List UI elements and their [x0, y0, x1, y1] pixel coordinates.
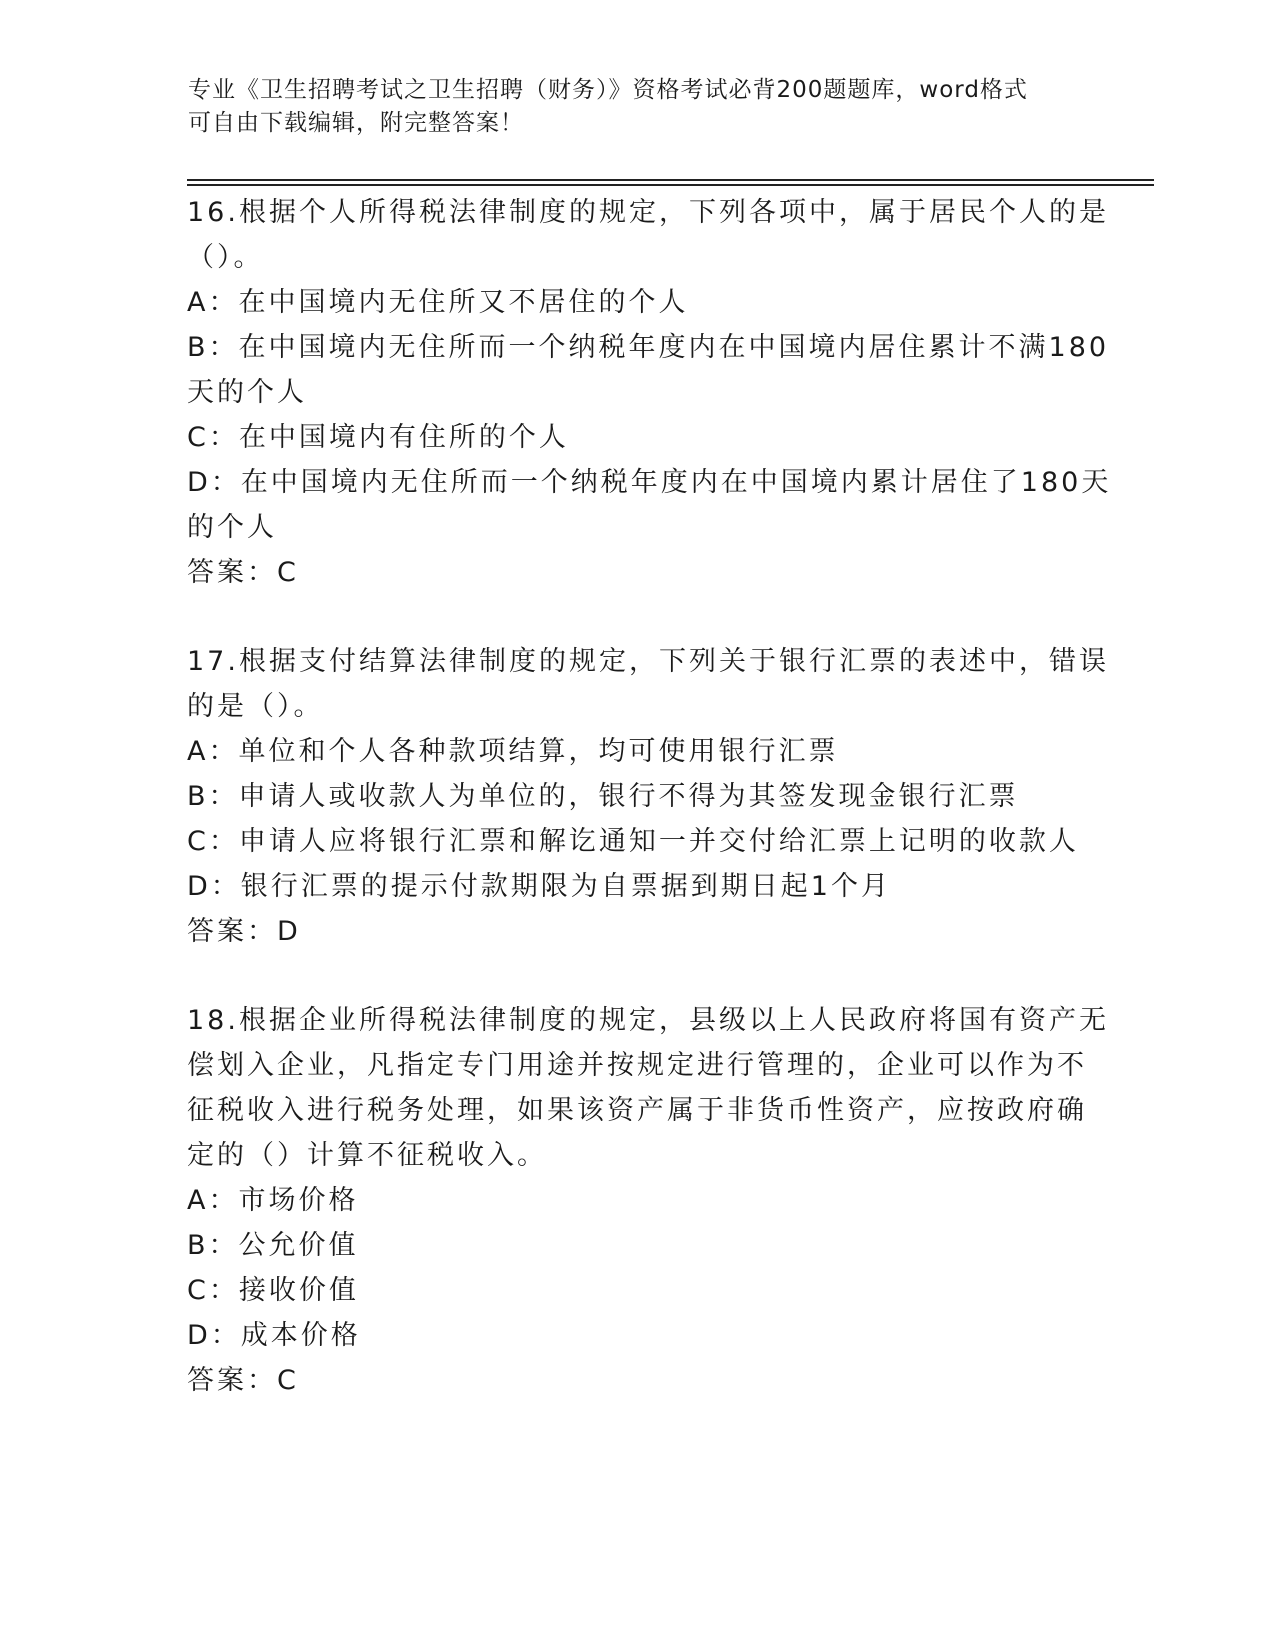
question-stem-line: 18.根据企业所得税法律制度的规定，县级以上人民政府将国有资产无 [187, 1005, 1109, 1036]
header-divider-bottom [187, 184, 1154, 186]
option-a: A：单位和个人各种款项结算，均可使用银行汇票 [187, 736, 839, 767]
question-list [187, 190, 1112, 1403]
question-stem-line: 征税收入进行税务处理，如果该资产属于非货币性资产，应按政府确 [187, 1095, 1087, 1126]
option-b: B：在中国境内无住所而一个纳税年度内在中国境内居住累计不满180 [187, 332, 1110, 363]
question-stem-line: 的是（）。 [187, 691, 324, 722]
header-line: 可自由下载编辑，附完整答案！ [188, 110, 524, 136]
answer-label: 答案：C [187, 1365, 299, 1396]
option-d-continued: 的个人 [187, 512, 277, 543]
question-18 [187, 998, 1109, 1403]
question-16 [187, 190, 1112, 595]
option-d: D：成本价格 [187, 1320, 361, 1351]
option-d: D：银行汇票的提示付款期限为自票据到期日起1个月 [187, 871, 891, 902]
question-spacer [187, 954, 1067, 998]
question-spacer [187, 595, 1067, 639]
option-b: B：申请人或收款人为单位的，银行不得为其签发现金银行汇票 [187, 781, 1019, 812]
option-c: C：接收价值 [187, 1275, 359, 1306]
answer-label: 答案：D [187, 916, 301, 947]
question-stem-line: 16.根据个人所得税法律制度的规定，下列各项中，属于居民个人的是 [187, 197, 1109, 228]
question-stem-line: 偿划入企业，凡指定专门用途并按规定进行管理的，企业可以作为不 [187, 1050, 1087, 1081]
answer-label: 答案：C [187, 557, 299, 588]
header-line: 专业《卫生招聘考试之卫生招聘（财务）》资格考试必背200题题库，word格式 [188, 77, 1028, 103]
option-d: D：在中国境内无住所而一个纳税年度内在中国境内累计居住了180天 [187, 467, 1112, 498]
option-c: C：申请人应将银行汇票和解讫通知一并交付给汇票上记明的收款人 [187, 826, 1079, 857]
option-b: B：公允价值 [187, 1230, 359, 1261]
header-divider-top [187, 179, 1154, 181]
option-a: A：在中国境内无住所又不居住的个人 [187, 287, 689, 318]
question-stem-line: （）。 [187, 242, 264, 273]
document-header [188, 74, 1068, 140]
question-17 [187, 639, 1109, 954]
question-stem-line: 17.根据支付结算法律制度的规定，下列关于银行汇票的表述中，错误 [187, 646, 1109, 677]
question-stem-line: 定的（）计算不征税收入。 [187, 1140, 547, 1171]
option-c: C：在中国境内有住所的个人 [187, 422, 569, 453]
option-a: A：市场价格 [187, 1185, 359, 1216]
option-b-continued: 天的个人 [187, 377, 307, 408]
